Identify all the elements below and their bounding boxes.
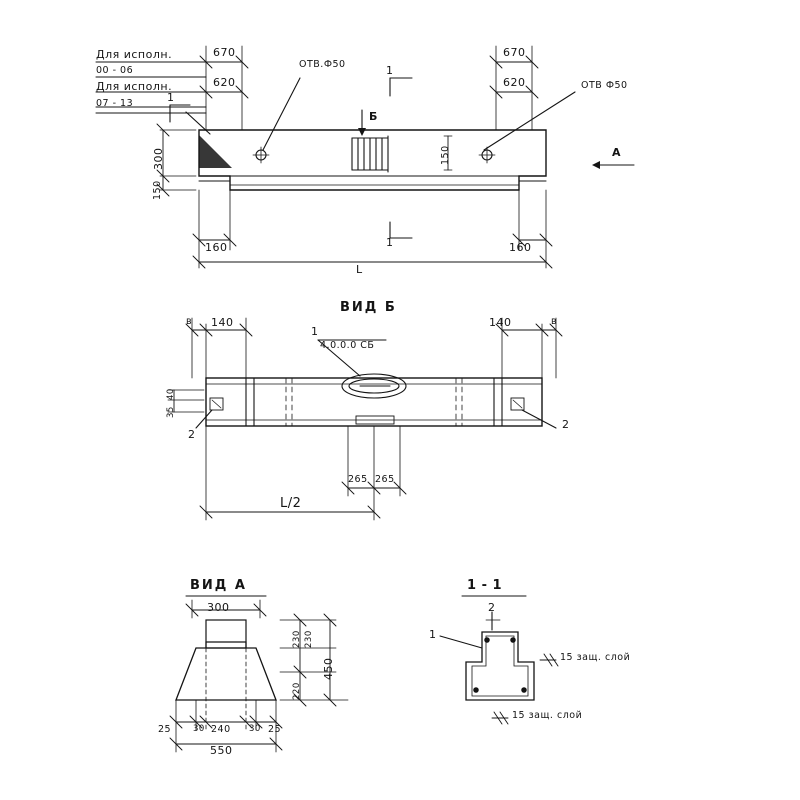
cover-note-top: 15 защ. слой: [560, 652, 631, 663]
view-a-dim-300: 300: [207, 601, 230, 614]
dim-620-left: 620: [213, 76, 236, 89]
view-a-dim-450: 450: [322, 657, 335, 680]
view-a-title: ВИД А: [190, 578, 247, 593]
view-b-mark-code: 4.0.0.0 СБ: [320, 340, 375, 351]
dim-150-left: 150: [152, 180, 163, 200]
dim-140-right: 140: [489, 316, 512, 329]
section-1-1-mark-2: 2: [488, 601, 496, 614]
letter-v-right: в: [551, 316, 558, 327]
view-b-title: ВИД Б: [340, 300, 397, 315]
dim-35: 35: [166, 406, 176, 418]
view-a-arrow-label: А: [612, 146, 622, 159]
dim-L: L: [356, 263, 363, 276]
note-left-line3: Для исполн.: [96, 80, 173, 93]
dim-L-half: L/2: [280, 496, 302, 511]
dim-300-height: 300: [152, 147, 165, 170]
view-b-mark-1: 1: [311, 325, 319, 338]
cover-note-bottom: 15 защ. слой: [512, 710, 583, 721]
dim-265-left: 265: [348, 474, 368, 485]
section-1-1-mark-1: 1: [429, 628, 437, 641]
view-a-dim-30-right: 30: [249, 724, 261, 734]
view-a-dim-220: 220: [292, 682, 302, 700]
dim-265-right: 265: [375, 474, 395, 485]
note-left-line1: Для исполн.: [96, 48, 173, 61]
note-left-line4: 07 - 13: [96, 98, 134, 109]
section-1-marker-left: 1: [167, 91, 175, 104]
note-left-line2: 00 - 06: [96, 65, 134, 76]
dim-40: 40: [166, 388, 176, 400]
hole-label-left: ОТВ.Ф50: [299, 59, 346, 70]
view-b-arrow-label: Б: [369, 110, 378, 123]
letter-v-left: в: [186, 316, 193, 327]
view-a-dim-30-left: 30: [193, 724, 205, 734]
dim-140-left: 140: [211, 316, 234, 329]
dim-670-left: 670: [213, 46, 236, 59]
dim-620-right: 620: [503, 76, 526, 89]
view-a-dim-230b: 230: [304, 630, 314, 648]
view-a-dim-230a: 230: [292, 630, 302, 648]
section-1-1-title: 1 - 1: [467, 578, 503, 593]
view-b-mark-2-left: 2: [188, 428, 196, 441]
section-1-marker-top: 1: [386, 64, 394, 77]
view-a-dim-25-left: 25: [158, 724, 172, 735]
dim-150-right: 150: [440, 145, 451, 165]
view-a-dim-240: 240: [211, 724, 231, 735]
section-1-marker-bottom: 1: [386, 236, 394, 249]
dim-160-right: 160: [509, 241, 532, 254]
dim-160-left: 160: [205, 241, 228, 254]
view-b-mark-2-right: 2: [562, 418, 570, 431]
hole-label-right: ОТВ Ф50: [581, 80, 628, 91]
view-a-dim-25-right: 25: [268, 724, 282, 735]
dim-670-right: 670: [503, 46, 526, 59]
view-a-dim-550: 550: [210, 744, 233, 757]
